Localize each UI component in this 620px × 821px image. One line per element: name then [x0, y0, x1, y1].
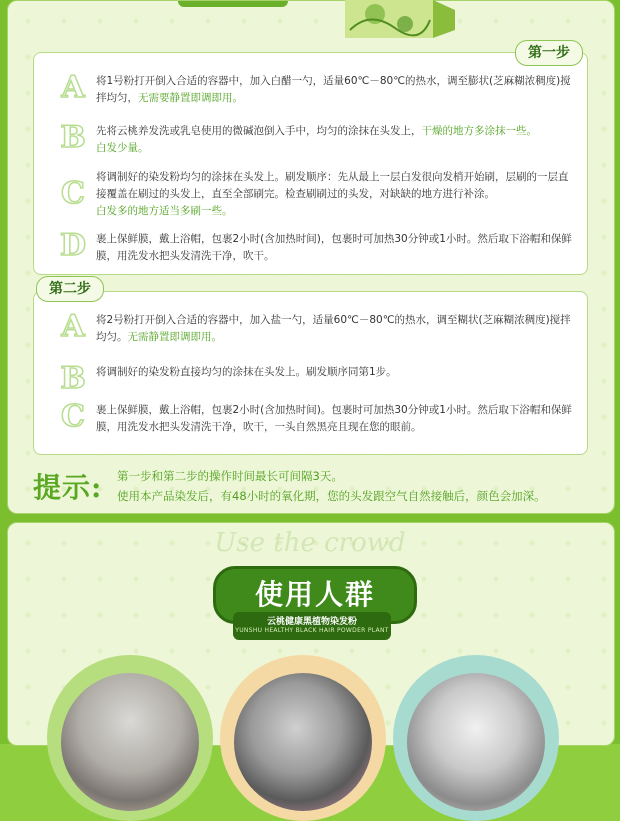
step1-letter-d: D [60, 228, 87, 263]
step2-item-b [34, 361, 587, 396]
step1-text-c: 将调制好的染发粉均匀的涂抹在头发上。刷发顺序：先从最上一层白发很向发梢开始刷，层刷的一层直接覆盖在刷过的头发上，直至全部刷完。检查刷刷过的头发，对缺缺的地方进行补涂。 白发多的地方适当多刷一些。 [96, 171, 569, 217]
step2-tab: 第二步 [36, 276, 104, 302]
step2-text-a: 将2号粉打开倒入合适的容器中，加入盐一勺，适量60℃－80℃的热水，调至糊状(芝麻糊浓稠度)搅拌均匀。无需静置即调即用。 [96, 314, 571, 343]
step1-item-c [34, 169, 587, 221]
step2-text-b: 将调制好的染发粉直接均匀的涂抹在头发上。刷发顺序同第1步。 [96, 366, 397, 378]
user-photo-1-image [61, 673, 199, 811]
step2-letter-c: C [61, 399, 85, 434]
step1-text-a: 将1号粉打开倒入合适的容器中，加入白醋一勺，适量60℃－80℃的热水，调至膨状(芝麻糊浓稠度)搅拌均匀，无需要静置即调即用。 [96, 75, 571, 104]
tip-title: 提示: [33, 471, 103, 504]
step2-item-c [34, 399, 587, 442]
brand-banner [233, 612, 391, 640]
step1-tab: 第一步 [515, 40, 583, 66]
step1-text-b: 先将云桃养发洗或乳皂使用的微碱泡倒入手中，均匀的涂抹在头发上，干燥的地方多涂抹一些。 白发少量。 [96, 125, 537, 154]
step2-letter-a: A [61, 309, 85, 344]
step2-section [33, 291, 588, 455]
step2-letter-b: B [60, 361, 86, 396]
tip-line-2: 使用本产品染发后，有48小时的氧化期，您的头发跟空气自然接触后，颜色会加深。 [117, 489, 546, 503]
user-photo-2 [220, 655, 386, 821]
step1-letter-b: B [60, 120, 86, 155]
top-tab-decoration [178, 1, 288, 7]
product-box-image [345, 0, 455, 38]
step1-text-d: 裹上保鲜膜，戴上浴帽，包裹2小时(含加热时间)，包裹时可加热30分钟或1小时。然后取下浴帽和保鲜膜，用洗发水把头发清洗干净，吹干。 [96, 233, 572, 262]
user-photo-2-image [234, 673, 372, 811]
tip-block [33, 466, 593, 506]
usage-watermark: Use the crowd [214, 528, 406, 558]
user-photo-3 [393, 655, 559, 821]
step1-item-a [34, 70, 587, 113]
step1-item-b [34, 120, 587, 163]
user-photo-3-image [407, 673, 545, 811]
step1-section [33, 52, 588, 275]
brand-cn: 云桃健康黑植物染发粉 [266, 617, 357, 627]
step1-letter-c: C [61, 176, 85, 211]
brand-en: YUNSHU HEALTHY BLACK HAIR POWDER PLANT [235, 627, 389, 634]
usage-title: 使用人群 [254, 578, 375, 611]
step1-item-d [34, 228, 587, 271]
step1-letter-a: A [61, 70, 85, 105]
user-photo-1 [47, 655, 213, 821]
tip-line-1: 第一步和第二步的操作时间最长可间隔3天。 [117, 469, 343, 483]
step2-item-a [34, 309, 587, 352]
step2-text-c: 裹上保鲜膜，戴上浴帽，包裹2小时(含加热时间)。包裹时可加热30分钟或1小时。然后取下浴帽和保鲜膜，用洗发水把头发清洗干净，吹干，一头自然黑亮且现在您的眼前。 [96, 404, 572, 433]
